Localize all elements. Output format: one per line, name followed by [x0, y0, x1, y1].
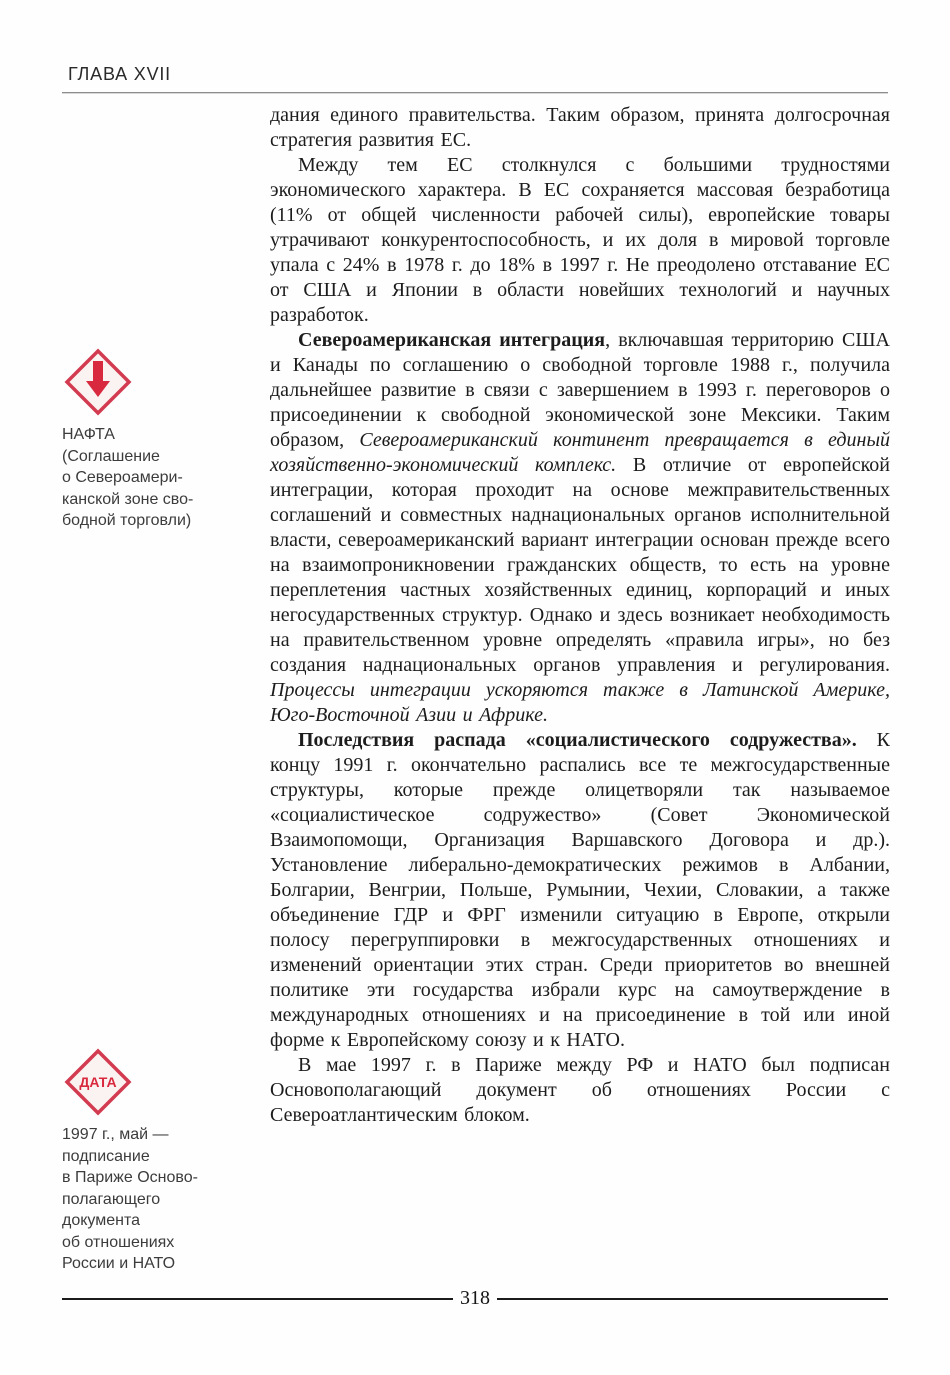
- caption-line: о Североамери-: [62, 469, 183, 486]
- text-run-normal: В отличие от европейской интеграции, которая проходит на основе межправительственных соглашений и совместных наднациональных органов исполнительной власти, североамериканский вариант интеграции основан прежде всего на взаимопроникновении гражданских обществ, то есть на уровне переплетения частных хозяйственных единиц, корпораций и иных негосударственных структур. Однако и здесь возникает необходимость на правительственном уровне определять «правила игры», но без создания наднациональных органов управления и регулирования.: [270, 454, 890, 676]
- text-run-italic: Североамериканский континент превращается в единый хозяйственно-экономический комплекс.: [270, 429, 890, 476]
- footer-rule-right: [497, 1298, 888, 1300]
- chapter-header: ГЛАВА XVII: [68, 64, 171, 84]
- caption-line: НАФТА: [62, 426, 115, 443]
- paragraph: [270, 328, 890, 728]
- caption-line: подписание: [62, 1147, 150, 1165]
- caption-line: в Париже Осново-: [62, 1169, 198, 1186]
- header-rule: [62, 92, 888, 94]
- caption-line: 1997 г., май —: [62, 1126, 169, 1143]
- caption-line: документа: [62, 1212, 141, 1229]
- text-run-italic: Процессы интеграции ускоряются также в Латинской Америке, Юго-Восточной Азии и Африке.: [270, 679, 890, 726]
- date-note: [62, 1048, 260, 1275]
- caption-line: канской зоне сво-: [62, 490, 194, 508]
- page-footer: [62, 1288, 888, 1310]
- footer-rule-left: [62, 1298, 453, 1300]
- caption-line: (Соглашение: [62, 447, 160, 465]
- caption-line: России и НАТО: [62, 1255, 176, 1272]
- date-caption: [62, 1124, 260, 1275]
- down-arrow-diamond-icon: [64, 348, 132, 416]
- date-icon-label: ДАТА: [79, 1074, 117, 1090]
- text-run-normal: дания единого правительства. Таким образом, принята долгосрочная стратегия развития ЕС.: [270, 104, 890, 151]
- paragraph: [270, 728, 890, 1053]
- text-run-normal: , включавшая территорию США и Канады по соглашению о свободной торговле 1988 г., получила дальнейшее развитие в связи с завершением в 1993 г. переговоров о присоединении к свободной экономической зоне Мексики. Таким образом,: [270, 329, 891, 451]
- paragraph: [270, 103, 890, 153]
- caption-line: бодной торговли): [62, 512, 192, 529]
- caption-line: об отношениях: [62, 1233, 175, 1251]
- text-run-bold: Североамериканская интеграция: [298, 329, 606, 351]
- caption-line: полагающего: [62, 1190, 161, 1208]
- text-run-normal: К концу 1991 г. окончательно распались все те межгосударственные структуры, которые прежде олицетворяли так называемое «социалистическое содружество» (Совет Экономической Взаимопомощи, Организация Варшавского Договора и др.). Установление либерально-демократических режимов в Албании, Болгарии, Венгрии, Польше, Румынии, Чехии, Словакии, а также объединение ГДР и ФРГ изменили ситуацию в Европе, открыли полосу перегруппировки в межгосударственных отношениях и изменений ориентации этих стран. Среди приоритетов во внешней политике эти государства избрали курс на самоутверждение в международных отношениях и на присоединение в той или иной форме к Европейскому союзу и к НАТО.: [270, 729, 891, 1051]
- paragraph: [270, 153, 890, 328]
- text-run-normal: Между тем ЕС столкнулся с большими трудностями экономического характера. В ЕС сохраняется массовая безработица (11% от общей численности рабочей силы), европейские товары утрачивают конкурентоспособность, и их доля в мировой торговле упала с 24% в 1978 г. до 18% в 1997 г. Не преодолено отставание ЕС от США и Японии в области новейших технологий и научных разработок.: [270, 154, 890, 326]
- nafta-caption: [62, 424, 260, 532]
- text-run-normal: В мае 1997 г. в Париже между РФ и НАТО был подписан Основополагающий документ об отношениях России с Североатлантическим блоком.: [270, 1054, 890, 1126]
- date-diamond-icon: [64, 1048, 132, 1116]
- page-number: 318: [460, 1287, 490, 1309]
- nafta-note: [62, 348, 260, 532]
- text-run-bold: Последствия распада «социалистического содружества».: [298, 729, 857, 751]
- body-text: [270, 103, 890, 1128]
- paragraph: [270, 1053, 890, 1128]
